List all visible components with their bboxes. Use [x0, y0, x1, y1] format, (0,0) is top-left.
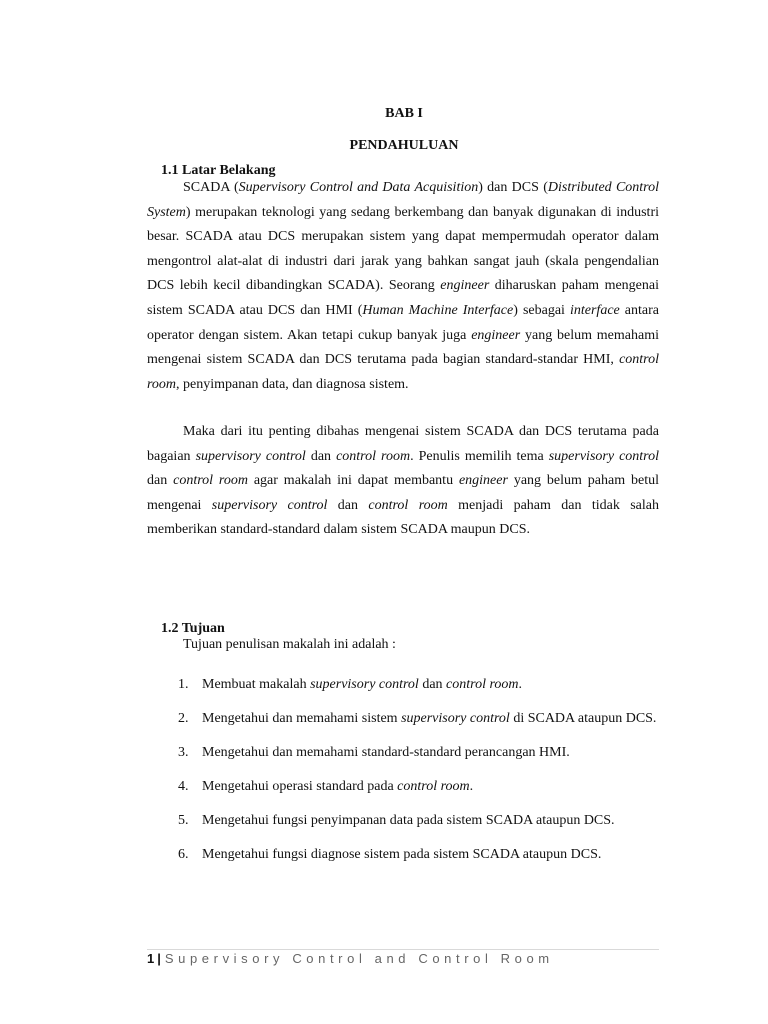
list-item	[170, 842, 659, 867]
chapter-title: PENDAHULUAN	[349, 138, 459, 153]
list-item-number: 5.	[178, 813, 189, 828]
list-item	[170, 774, 659, 799]
list-item-text: Membuat makalah supervisory control dan control room.	[202, 677, 523, 692]
tujuan-lead-text: Tujuan penulisan makalah ini adalah :	[183, 637, 396, 652]
footer-separator: |	[157, 951, 161, 966]
tujuan-list	[170, 672, 659, 876]
section-heading-latar-belakang: 1.1 Latar Belakang	[161, 163, 276, 178]
section-heading-tujuan: 1.2 Tujuan	[161, 621, 225, 636]
paragraph-latar-belakang-1: SCADA (Supervisory Control and Data Acquisition) dan DCS (Distributed Control System) merupakan teknologi yang sedang berkembang dan banyak digunakan di industri besar. SCADA atau DCS merupakan sistem yang dapat mempermudah operator dalam mengontrol alat-alat di industri dari jarak yang bahkan sangat jauh (skala pengendalian DCS lebih kecil dibandingkan SCADA). Seorang engineer diharuskan paham mengenai sistem SCADA atau DCS dan HMI (Human Machine Interface) sebagai interface antara operator dengan sistem. Akan tetapi cukup banyak juga engineer yang belum memahami mengenai sistem SCADA dan DCS terutama pada bagian standard-standar HMI, control room, penyimpanan data, dan diagnosa sistem.	[147, 180, 659, 392]
list-item	[170, 740, 659, 765]
footer-divider	[147, 949, 659, 950]
list-item-number: 6.	[178, 847, 189, 862]
list-item-number: 2.	[178, 711, 189, 726]
list-item-text: Mengetahui dan memahami standard-standard perancangan HMI.	[202, 745, 570, 760]
list-item	[170, 706, 659, 731]
list-item-text: Mengetahui operasi standard pada control room.	[202, 779, 474, 794]
list-item-number: 1.	[178, 677, 189, 692]
list-item-number: 3.	[178, 745, 189, 760]
footer-title: Supervisory Control and Control Room	[164, 951, 554, 966]
paragraph-latar-belakang-2: Maka dari itu penting dibahas mengenai sistem SCADA dan DCS terutama pada bagaian supervisory control dan control room. Penulis memilih tema supervisory control dan control room agar makalah ini dapat membantu engineer yang belum paham betul mengenai supervisory control dan control room menjadi paham dan tidak salah memberikan standard-standard dalam sistem SCADA maupun DCS.	[147, 424, 659, 538]
list-item-text: Mengetahui fungsi penyimpanan data pada sistem SCADA ataupun DCS.	[202, 813, 615, 828]
list-item	[170, 808, 659, 833]
list-item-text: Mengetahui fungsi diagnose sistem pada sistem SCADA ataupun DCS.	[202, 847, 602, 862]
page-number: 1	[147, 951, 155, 966]
list-item-number: 4.	[178, 779, 189, 794]
list-item	[170, 672, 659, 697]
chapter-number: BAB I	[385, 106, 423, 121]
page-footer	[147, 951, 554, 966]
list-item-text: Mengetahui dan memahami sistem supervisory control di SCADA ataupun DCS.	[202, 711, 657, 726]
